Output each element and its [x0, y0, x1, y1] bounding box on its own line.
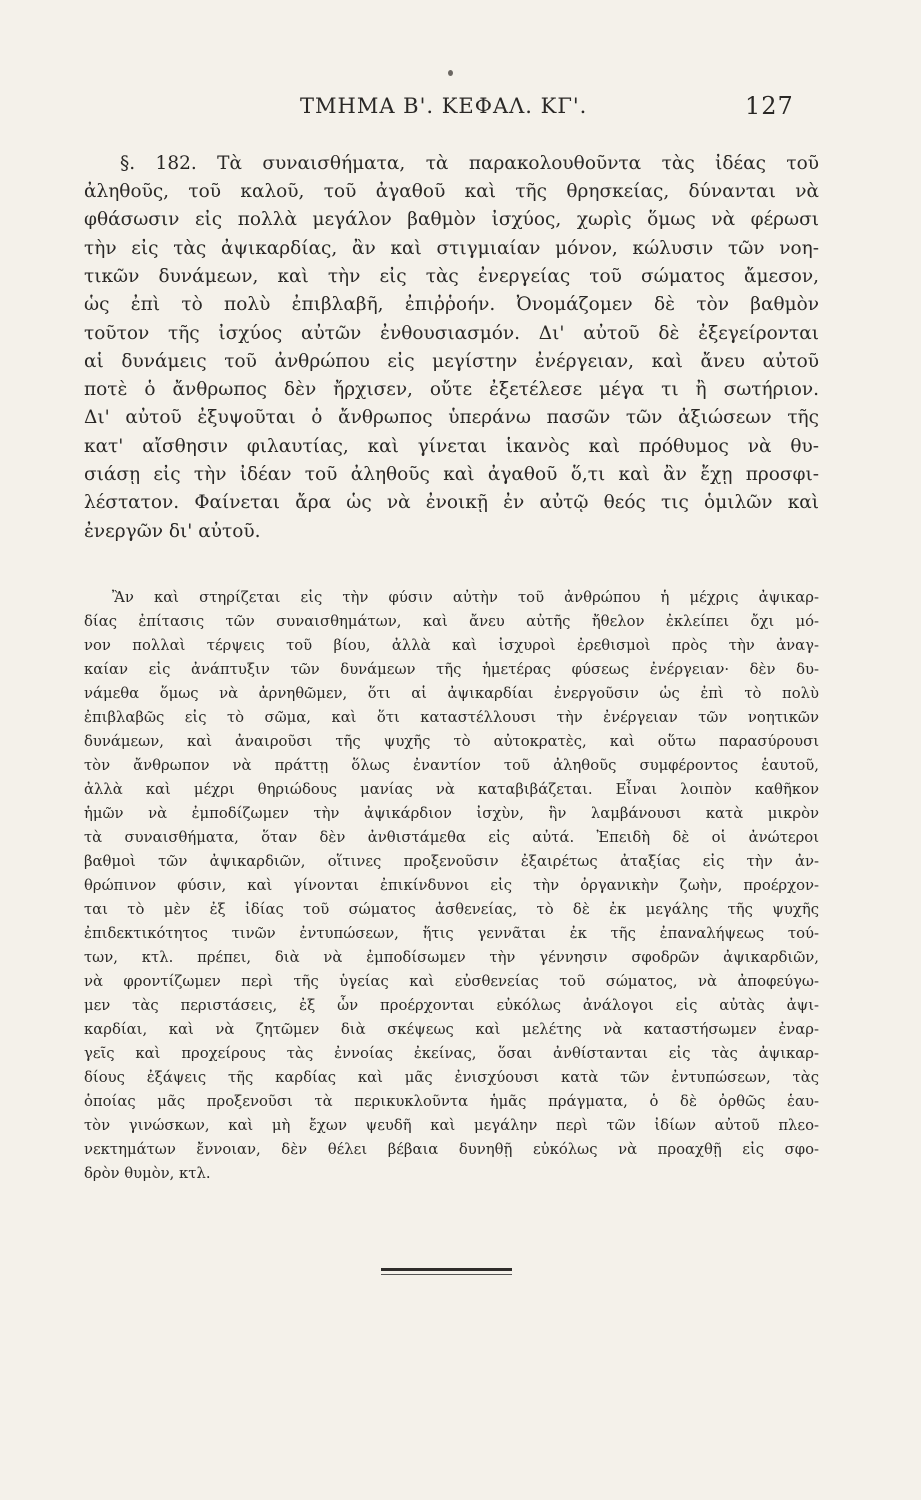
note-line: ὁποίας μᾶς προξενοῦσι τὰ περικυκλοῦντα ἡμᾶς πράγματα, ὁ δὲ ὀρθῶς ἑαυ- — [84, 1093, 819, 1110]
note-line: νεκτημάτων ἔννοιαν, δὲν θέλει βέβαια δυνηθῇ εὐκόλως νὰ προαχθῇ εἰς σφο- — [84, 1141, 819, 1158]
note-line: νάμεθα ὅμως νὰ ἀρνηθῶμεν, ὅτι αἱ ἀψικαρδίαι ἐνεργοῦσιν ὡς ἐπὶ τὸ πολὺ — [84, 685, 819, 702]
end-rule — [381, 1268, 512, 1271]
note-line: ἀλλὰ καὶ μέχρι θηριώδους μανίας νὰ καταβιβάζεται. Εἶναι λοιπὸν καθῆκον — [84, 781, 819, 798]
note-line: καρδίαι, καὶ νὰ ζητῶμεν διὰ σκέψεως καὶ μελέτης νὰ καταστήσωμεν ἐναρ- — [84, 1021, 819, 1038]
text-line: τὴν εἰς τὰς ἀψικαρδίας, ἂν καὶ στιγμιαίαν μόνον, κώλυσιν τῶν νοη- — [84, 238, 819, 259]
text-line: ποτὲ ὁ ἄνθρωπος δὲν ἤρχισεν, οὔτε ἐξετέλεσε μέγα τι ἢ σωτήριον. — [84, 379, 819, 400]
note-line: γεῖς καὶ προχείρους τὰς ἐννοίας ἐκείνας, ὅσαι ἀνθίστανται εἰς τὰς ἀψικαρ- — [84, 1045, 819, 1062]
note-line: τὸν γινώσκων, καὶ μὴ ἔχων ψευδῆ καὶ μεγάλην περὶ τῶν ἰδίων αὐτοῦ πλεο- — [84, 1117, 819, 1134]
note-line: δυνάμεων, καὶ ἀναιροῦσι τῆς ψυχῆς τὸ αὐτοκρατὲς, καὶ οὕτω παρασύρουσι — [84, 733, 819, 750]
text-line: αἱ δυνάμεις τοῦ ἀνθρώπου εἰς μεγίστην ἐνέργειαν, καὶ ἄνευ αὐτοῦ — [84, 351, 819, 372]
text-line: κατ' αἴσθησιν φιλαυτίας, καὶ γίνεται ἱκανὸς καὶ πρόθυμος νὰ θυ- — [84, 436, 819, 457]
ink-dot — [448, 70, 453, 76]
note-line: βαθμοὶ τῶν ἀψικαρδιῶν, οἵτινες προξενοῦσιν ἐξαιρέτως ἀταξίας εἰς τὴν ἀν- — [84, 853, 819, 870]
note-line: θρώπινον φύσιν, καὶ γίνονται ἐπικίνδυνοι εἰς τὴν ὀργανικὴν ζωὴν, προέρχον- — [84, 877, 819, 894]
note-line: δίους ἐξάψεις τῆς καρδίας καὶ μᾶς ἐνισχύουσι κατὰ τῶν ἐντυπώσεων, τὰς — [84, 1069, 819, 1086]
note-line: τὸν ἄνθρωπον νὰ πράττῃ ὅλως ἐναντίον τοῦ ἀληθοῦς συμφέροντος ἑαυτοῦ, — [84, 757, 819, 774]
text-line: τικῶν δυνάμεων, καὶ τὴν εἰς τὰς ἐνεργείας τοῦ σώματος ἄμεσον, — [84, 266, 819, 287]
running-title: ΤΜΗΜΑ Β'. ΚΕΦΑΛ. ΚΓ'. — [300, 94, 588, 118]
page-header — [0, 94, 921, 124]
note-line: δρὸν θυμὸν, κτλ. — [84, 1165, 211, 1182]
text-line: λέστατον. Φαίνεται ἄρα ὡς νὰ ἐνοικῇ ἐν αὐτῷ θεός τις ὁμιλῶν καὶ — [84, 492, 819, 513]
note-line: δίας ἐπίτασις τῶν συναισθημάτων, καὶ ἄνευ αὐτῆς ἤθελον ἐκλείπει ὄχι μό- — [84, 613, 819, 630]
text-line: σιάσῃ εἰς τὴν ἰδέαν τοῦ ἀληθοῦς καὶ ἀγαθοῦ ὅ,τι καὶ ἂν ἔχῃ προσφι- — [84, 464, 819, 485]
page-number: 127 — [745, 92, 794, 120]
note-line: των, κτλ. πρέπει, διὰ νὰ ἐμποδίσωμεν τὴν γέννησιν σφοδρῶν ἀψικαρδιῶν, — [84, 949, 819, 966]
note-line: νὰ φροντίζωμεν περὶ τῆς ὑγείας καὶ εὐσθενείας τοῦ σώματος, νὰ ἀποφεύγω- — [84, 973, 819, 990]
text-line: ἀληθοῦς, τοῦ καλοῦ, τοῦ ἀγαθοῦ καὶ τῆς θρησκείας, δύνανται νὰ — [84, 181, 819, 202]
text-line: φθάσωσιν εἰς πολλὰ μεγάλον βαθμὸν ἰσχύος, χωρὶς ὅμως νὰ φέρωσι — [84, 209, 819, 230]
note-line: καίαν εἰς ἀνάπτυξιν τῶν δυνάμεων τῆς ἡμετέρας φύσεως ἐνέργειαν· δὲν δυ- — [84, 661, 819, 678]
text-line: §. 182. Τὰ συναισθήματα, τὰ παρακολουθοῦντα τὰς ἰδέας τοῦ — [120, 153, 819, 174]
end-rule-thin — [381, 1274, 512, 1275]
text-line: ἐνεργῶν δι' αὐτοῦ. — [84, 521, 261, 542]
note-line: Ἂν καὶ στηρίζεται εἰς τὴν φύσιν αὐτὴν τοῦ ἀνθρώπου ἡ μέχρις ἀψικαρ- — [112, 589, 819, 606]
note-line: ται τὸ μὲν ἐξ ἰδίας τοῦ σώματος ἀσθενείας, τὸ δὲ ἐκ μεγάλης τῆς ψυχῆς — [84, 901, 819, 918]
note-line: ἐπιβλαβῶς εἰς τὸ σῶμα, καὶ ὅτι καταστέλλουσι τὴν ἐνέργειαν τῶν νοητικῶν — [84, 709, 819, 726]
text-line: Δι' αὐτοῦ ἐξυψοῦται ὁ ἄνθρωπος ὑπεράνω πασῶν τῶν ἀξιώσεων τῆς — [84, 407, 819, 428]
note-line: τὰ συναισθήματα, ὅταν δὲν ἀνθιστάμεθα εἰς αὐτά. Ἐπειδὴ δὲ οἱ ἀνώτεροι — [84, 829, 819, 846]
text-line: ὡς ἐπὶ τὸ πολὺ ἐπιβλαβῆ, ἐπιῤῥοήν. Ὀνομάζομεν δὲ τὸν βαθμὸν — [84, 294, 819, 315]
note-line: νον πολλαὶ τέρψεις τοῦ βίου, ἀλλὰ καὶ ἰσχυροὶ ἐρεθισμοὶ πρὸς τὴν ἀναγ- — [84, 637, 819, 654]
text-line: τοῦτον τῆς ἰσχύος αὐτῶν ἐνθουσιασμόν. Δι' αὐτοῦ δὲ ἐξεγείρονται — [84, 323, 819, 344]
note-line: μεν τὰς περιστάσεις, ἐξ ὧν προέρχονται εὐκόλως ἀνάλογοι εἰς αὐτὰς ἀψι- — [84, 997, 819, 1014]
note-line: ἐπιδεκτικότητος τινῶν ἐντυπώσεων, ἥτις γεννᾶται ἐκ τῆς ἐπαναλήψεως τού- — [84, 925, 819, 942]
note-line: ἡμῶν νὰ ἐμποδίζωμεν τὴν ἀψικάρδιον ἰσχὺν, ἣν λαμβάνουσι κατὰ μικρὸν — [84, 805, 819, 822]
